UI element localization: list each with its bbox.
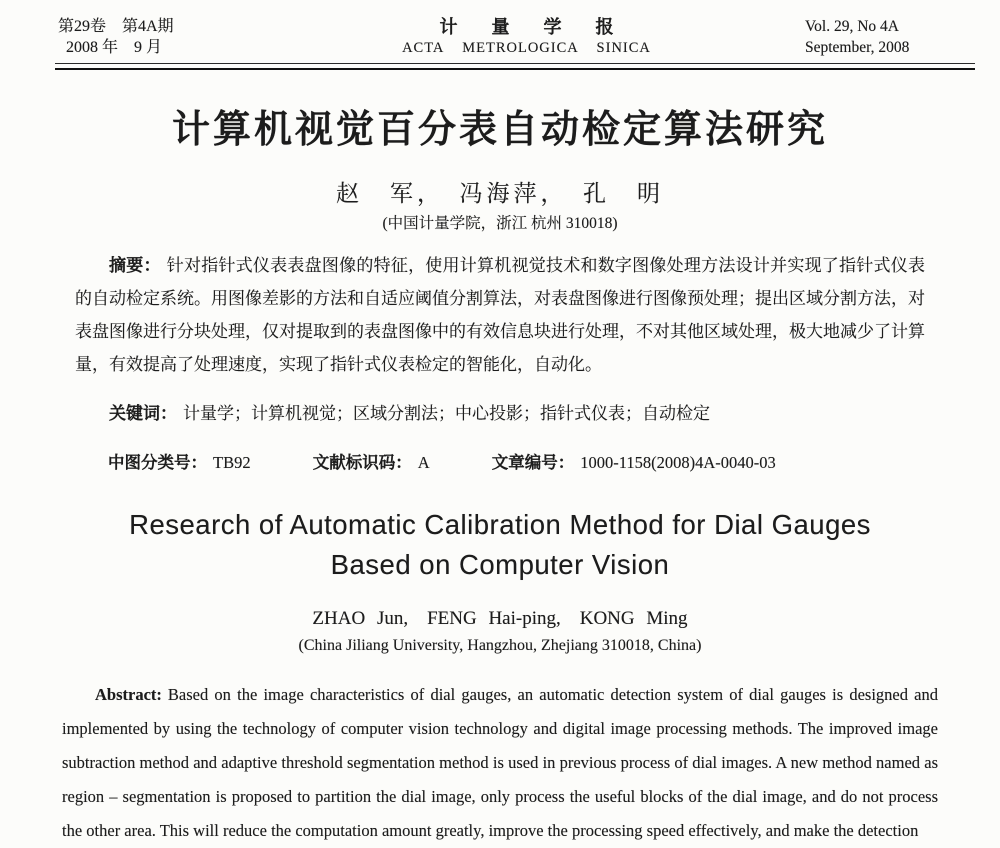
abstract-en [62, 678, 938, 848]
journal-title-en: ACTA METROLOGICA SINICA [402, 40, 651, 56]
document-code-value: A [417, 453, 430, 472]
abstract-cn [62, 249, 938, 381]
header-volume-issue-en [805, 16, 970, 58]
document-code [313, 453, 430, 472]
affiliation-cn: (中国计量学院，浙江 杭州 310018) [382, 215, 618, 232]
abstract-en-text: Based on the image characteristics of dial gauges, an automatic detection system of dial gauges is designed and implemented by using the technology of computer vision technology and digital image processing methods. The improved image subtraction method and adaptive threshold segmentation method is used in previous process of dial images. A new method named as region – segmentation is proposed to partition the dial image, only process the useful blocks of the dial image, and do not process the other area. This will reduce the computation amount greatly, improve the processing speed effectively, and make the detection [62, 685, 938, 840]
date-en: September, 2008 [804, 39, 910, 56]
clc-label: 中图分类号： [108, 454, 207, 472]
header-rule [55, 63, 975, 70]
journal-title-cn: 计量学报 [439, 17, 648, 37]
authors-cn: 赵 军， 冯海萍， 孔 明 [336, 181, 664, 206]
header-volume-issue-cn [58, 16, 248, 58]
clc-number [108, 453, 251, 472]
front-matter-cn [62, 249, 938, 479]
article-number [492, 453, 776, 472]
keywords-cn [62, 398, 938, 430]
keywords-cn-text: 计量学；计算机视觉；区域分割法；中心投影；指针式仪表；自动检定 [183, 404, 710, 423]
abstract-cn-label: 摘要： [109, 256, 161, 275]
affiliation-en: (China Jiliang University, Hangzhou, Zhejiang 310018, China) [298, 637, 702, 654]
date-cn: 2008 年 9 月 [66, 39, 163, 56]
abstract-en-label: Abstract: [95, 685, 162, 704]
volume-issue-en: Vol. 29, No 4A [804, 18, 899, 35]
article-title-en [0, 505, 1000, 585]
article-number-label: 文章编号： [491, 454, 575, 472]
classification-line [62, 447, 938, 479]
document-code-label: 文献标识码： [312, 454, 412, 472]
running-header [0, 0, 1000, 58]
authors-en: ZHAO Jun, FENG Hai-ping, KONG Ming [312, 608, 688, 629]
clc-value: TB92 [213, 453, 251, 472]
article-title-cn: 计算机视觉百分表自动检定算法研究 [171, 109, 828, 151]
article-title-en-line1: Research of Automatic Calibration Method for Dial Gauges [129, 509, 871, 540]
article-title-en-line2: Based on Computer Vision [330, 549, 670, 580]
front-matter-en [62, 678, 938, 848]
journal-title-block [402, 16, 651, 58]
abstract-cn-text: 针对指针式仪表表盘图像的特征，使用计算机视觉技术和数字图像处理方法设计并实现了指针式仪表的自动检定系统。用图像差影的方法和自适应阈值分割算法，对表盘图像进行图像预处理；提出区域分割方法，对表盘图像进行分块处理，仅对提取到的表盘图像中的有效信息块进行处理，不对其他区域处理，极大地减少了计算量，有效提高了处理速度，实现了指针式仪表检定的智能化，自动化。 [75, 256, 925, 374]
keywords-cn-label: 关键词： [109, 404, 177, 423]
volume-issue-cn: 第29卷 第4A期 [58, 18, 174, 35]
article-number-value: 1000-1158(2008)4A-0040-03 [580, 453, 776, 472]
